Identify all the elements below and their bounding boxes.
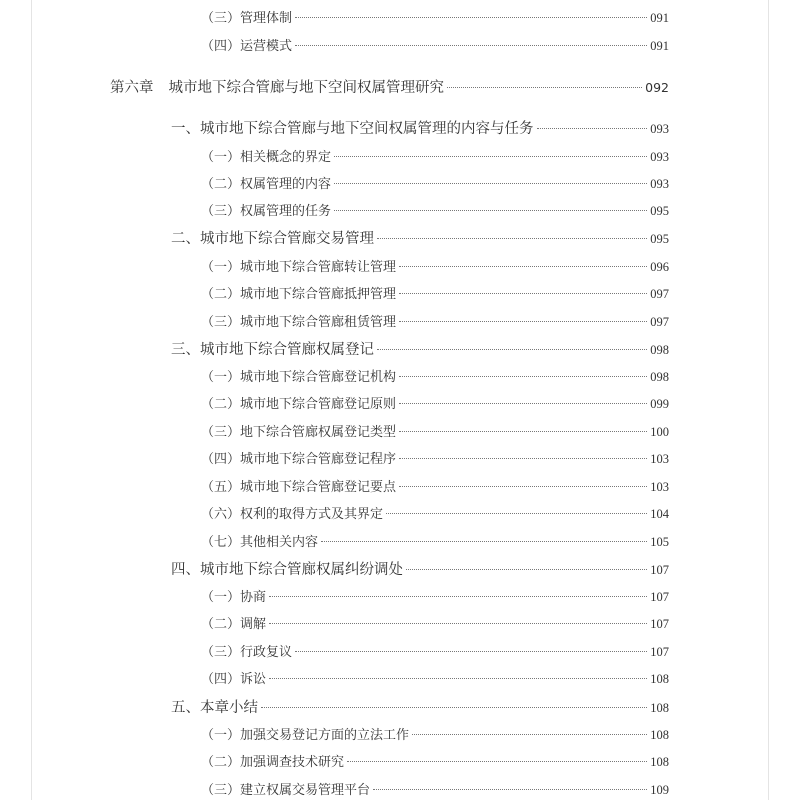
toc-entry[interactable] [201,421,669,440]
toc-entry[interactable] [201,283,669,302]
toc-entry-page: 096 [650,260,669,274]
toc-entry[interactable] [201,173,669,192]
toc-entry-title: （三）城市地下综合管廊租赁管理 [201,315,397,330]
toc-section-page: 107 [650,563,669,577]
toc-section[interactable] [171,696,669,717]
toc-entry[interactable] [201,311,669,330]
toc-entry-title: （二）调解 [201,617,267,632]
chapter-number: 第六章 [110,80,154,96]
dot-leader [399,486,647,487]
dot-leader [295,45,647,46]
toc-entry-page: 103 [650,480,669,494]
toc-entry-page: 097 [650,315,669,329]
dot-leader [334,210,647,211]
toc-entry-page: 109 [650,783,669,797]
toc-section[interactable] [171,338,669,359]
toc-entry-page: 091 [650,39,669,53]
toc-entry-title: （四）城市地下综合管廊登记程序 [201,452,397,467]
toc-entry[interactable] [201,448,669,467]
toc-section-page: 095 [650,232,669,246]
toc-entry[interactable] [201,35,669,54]
toc-entry-title: （一）城市地下综合管廊转让管理 [201,260,397,275]
toc-entry-title: （一）协商 [201,590,267,605]
toc-entry-page: 107 [650,645,669,659]
toc-entry-page: 095 [650,204,669,218]
toc-entry-page: 099 [650,397,669,411]
dot-leader [321,541,647,542]
dot-leader [373,789,647,790]
toc-entry[interactable] [201,256,669,275]
dot-leader [447,87,642,88]
dot-leader [377,238,647,239]
dot-leader [386,513,647,514]
dot-leader [334,183,647,184]
toc-entry-title: （一）城市地下综合管廊登记机构 [201,370,397,385]
dot-leader [269,596,647,597]
toc-section-title: 四、城市地下综合管廊权属纠纷调处 [171,562,403,578]
toc-entry-title: （二）城市地下综合管廊登记原则 [201,397,397,412]
toc-entry-page: 093 [650,177,669,191]
toc-entry-page: 104 [650,507,669,521]
toc-entry-page: 108 [650,755,669,769]
toc-entry[interactable] [201,779,669,798]
toc-section-page: 098 [650,343,669,357]
toc-entry-title: （六）权利的取得方式及其界定 [201,507,384,522]
toc-entry[interactable] [201,146,669,165]
toc-entry-title: （七）其他相关内容 [201,535,319,550]
toc-entry-title: （三）权属管理的任务 [201,204,332,219]
toc-entry-title: （二）加强调查技术研究 [201,755,345,770]
dot-leader [412,734,647,735]
toc-section-title: 一、城市地下综合管廊与地下空间权属管理的内容与任务 [171,121,534,137]
dot-leader [399,266,647,267]
dot-leader [399,293,647,294]
dot-leader [295,651,647,652]
dot-leader [269,623,647,624]
dot-leader [399,431,647,432]
toc-chapter-heading[interactable] [110,76,669,97]
toc-entry-page: 108 [650,672,669,686]
toc-entry[interactable] [201,586,669,605]
toc-section[interactable] [171,227,669,248]
toc-entry-page: 105 [650,535,669,549]
toc-section[interactable] [171,117,669,138]
toc-entry-title: （一）加强交易登记方面的立法工作 [201,728,410,743]
toc-section-page: 108 [650,701,669,715]
chapter-page: 092 [645,80,669,95]
toc-entry-page: 100 [650,425,669,439]
toc-entry-title: （三）管理体制 [201,11,293,26]
dot-leader [399,403,647,404]
toc-entry[interactable] [201,531,669,550]
dot-leader [377,349,647,350]
dot-leader [399,321,647,322]
toc-entry-page: 107 [650,617,669,631]
toc-entry[interactable] [201,613,669,632]
dot-leader [269,678,647,679]
toc-entry[interactable] [201,503,669,522]
toc-entry-title: （四）运营模式 [201,39,293,54]
toc-entry[interactable] [201,668,669,687]
toc-entry-title: （五）城市地下综合管廊登记要点 [201,480,397,495]
dot-leader [537,128,648,129]
toc-entry[interactable] [201,200,669,219]
dot-leader [399,376,647,377]
chapter-title: 城市地下综合管廊与地下空间权属管理研究 [168,80,444,96]
toc-section-title: 三、城市地下综合管廊权属登记 [171,342,374,358]
toc-entry-title: （二）权属管理的内容 [201,177,332,192]
toc-entry-page: 098 [650,370,669,384]
toc-entry[interactable] [201,393,669,412]
dot-leader [399,458,647,459]
dot-leader [406,569,647,570]
toc-entry-page: 103 [650,452,669,466]
toc-section-title: 五、本章小结 [171,700,258,716]
toc-entry-title: （四）诉讼 [201,672,267,687]
toc-entry-title: （三）行政复议 [201,645,293,660]
dot-leader [334,156,647,157]
toc-entry[interactable] [201,751,669,770]
toc-entry-title: （一）相关概念的界定 [201,150,332,165]
toc-entry-title: （三）地下综合管廊权属登记类型 [201,425,397,440]
toc-entry-page: 093 [650,150,669,164]
toc-section-title: 二、城市地下综合管廊交易管理 [171,231,374,247]
toc-entry-page: 091 [650,11,669,25]
toc-entry[interactable] [201,476,669,495]
toc-entry[interactable] [201,724,669,743]
toc-section[interactable] [171,558,669,579]
toc-entry[interactable] [201,366,669,385]
toc-entry-title: （二）城市地下综合管廊抵押管理 [201,287,397,302]
toc-entry-page: 108 [650,728,669,742]
toc-entry[interactable] [201,641,669,660]
toc-entry-page: 097 [650,287,669,301]
dot-leader [347,761,647,762]
toc-entry-title: （三）建立权属交易管理平台 [201,783,371,798]
dot-leader [261,707,647,708]
toc-entry[interactable] [201,7,669,26]
dot-leader [295,17,647,18]
toc-section-page: 093 [650,122,669,136]
toc-entry-page: 107 [650,590,669,604]
